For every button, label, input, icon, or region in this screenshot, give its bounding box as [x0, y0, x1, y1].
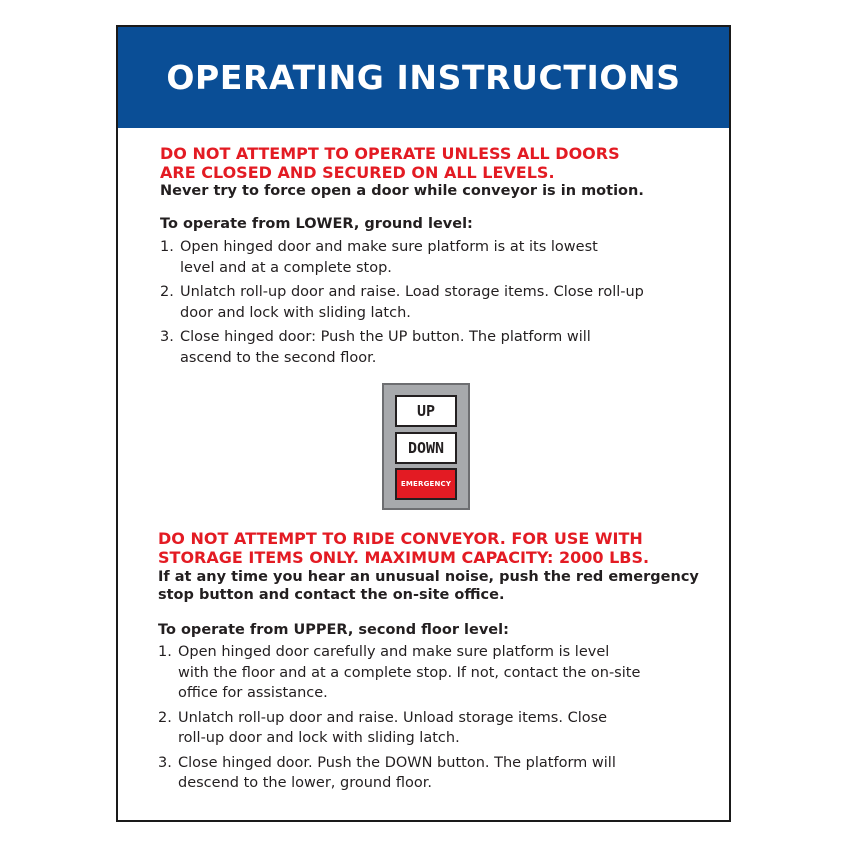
up-button: UP — [395, 395, 457, 427]
step-text: door and lock with sliding latch. — [180, 304, 411, 321]
list-item — [158, 642, 728, 704]
upper-steps-list — [158, 642, 728, 794]
step-text: Unlatch roll-up door and raise. Unload storage items. Close — [178, 709, 608, 726]
page-title: OPERATING INSTRUCTIONS — [166, 58, 681, 97]
step-number: 2. — [158, 709, 172, 726]
step-text: Close hinged door. Push the DOWN button. The platform will — [178, 754, 616, 771]
step-text: level and at a complete stop. — [180, 259, 392, 276]
list-item — [160, 237, 720, 278]
step-text: ascend to the second floor. — [180, 349, 377, 366]
step-number: 3. — [158, 754, 172, 771]
instruction-sign — [116, 25, 731, 822]
step-number: 1. — [158, 644, 172, 660]
step-number: 3. — [160, 329, 174, 345]
warning-line: DO NOT ATTEMPT TO OPERATE UNLESS ALL DOORS — [160, 144, 620, 163]
warning-line: DO NOT ATTEMPT TO RIDE CONVEYOR. FOR USE WITH — [158, 529, 643, 548]
step-number: 1. — [160, 239, 174, 255]
step-text: with the floor and at a complete stop. If not, contact the on-site — [178, 664, 641, 681]
step-text: Open hinged door carefully and make sure platform is level — [178, 644, 610, 660]
warning-line: ARE CLOSED AND SECURED ON ALL LEVELS. — [160, 163, 555, 182]
lower-level-section — [160, 215, 720, 372]
warning-subtext: If at any time you hear an unusual noise, push the red emergency — [158, 569, 699, 585]
list-item — [160, 282, 720, 323]
emergency-button: EMERGENCY — [395, 468, 457, 500]
step-text: Open hinged door and make sure platform is at its lowest — [180, 239, 598, 255]
title-banner — [118, 27, 729, 128]
step-text: office for assistance. — [178, 685, 328, 701]
control-panel-illustration — [382, 383, 470, 510]
step-text: Unlatch roll-up door and raise. Load storage items. Close roll-up — [180, 284, 644, 300]
step-text: roll-up door and lock with sliding latch. — [178, 730, 460, 746]
ride-warning — [158, 529, 728, 604]
step-number: 2. — [160, 284, 174, 300]
lower-steps-list — [160, 237, 720, 368]
list-item — [160, 327, 720, 368]
warning-subtext: stop button and contact the on-site office. — [158, 587, 505, 603]
list-item — [158, 753, 728, 794]
warning-subtext: Never try to force open a door while conveyor is in motion. — [160, 183, 644, 199]
step-text: descend to the lower, ground floor. — [178, 775, 433, 791]
list-item — [158, 708, 728, 749]
operate-warning — [160, 144, 720, 200]
down-button: DOWN — [395, 432, 457, 464]
upper-level-section — [158, 621, 728, 798]
lower-level-heading: To operate from LOWER, ground level: — [160, 216, 473, 232]
step-text: Close hinged door: Push the UP button. The platform will — [180, 329, 591, 345]
upper-level-heading: To operate from UPPER, second floor level: — [158, 622, 509, 638]
warning-line: STORAGE ITEMS ONLY. MAXIMUM CAPACITY: 2000 LBS. — [158, 548, 650, 567]
